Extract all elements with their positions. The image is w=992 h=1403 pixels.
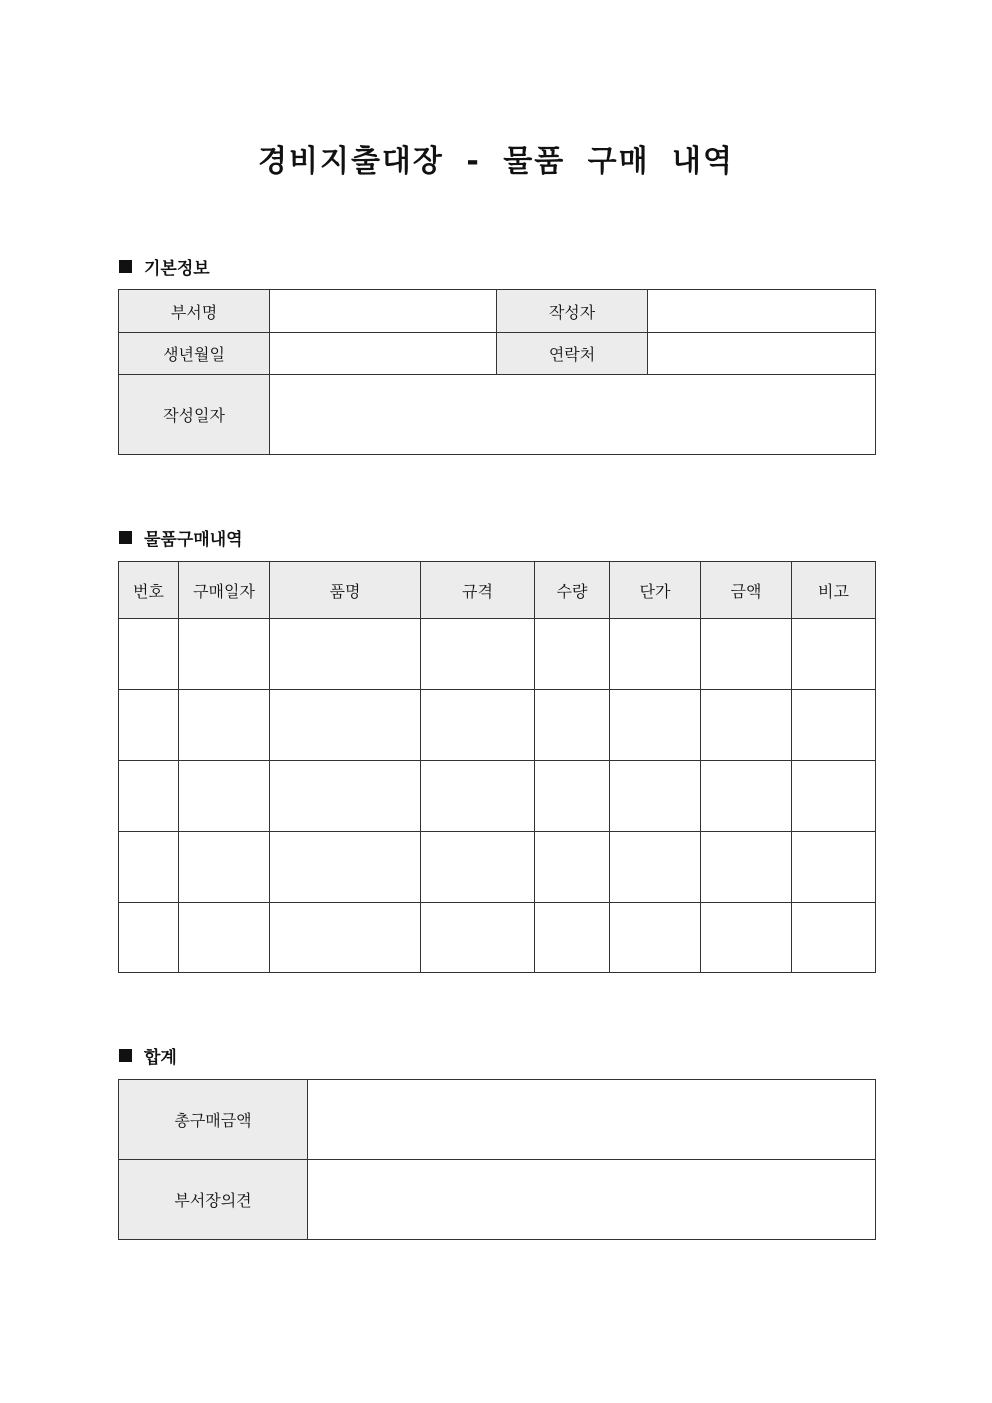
contact-label: 연락처	[497, 333, 648, 375]
table-cell[interactable]	[179, 690, 270, 761]
table-cell[interactable]	[119, 619, 179, 690]
table-cell[interactable]	[535, 832, 610, 903]
table-cell[interactable]	[119, 832, 179, 903]
column-header-item-name: 품명	[270, 562, 421, 619]
column-header-note: 비고	[792, 562, 876, 619]
write-date-label: 작성일자	[119, 375, 270, 455]
column-header-amount: 금액	[701, 562, 792, 619]
table-cell[interactable]	[610, 619, 701, 690]
table-row	[119, 619, 876, 690]
table-cell[interactable]	[179, 761, 270, 832]
table-cell[interactable]	[421, 832, 535, 903]
table-cell[interactable]	[792, 690, 876, 761]
table-cell[interactable]	[421, 903, 535, 973]
table-cell[interactable]	[610, 903, 701, 973]
writer-label: 작성자	[497, 290, 648, 333]
table-cell[interactable]	[792, 761, 876, 832]
table-row	[119, 761, 876, 832]
table-cell[interactable]	[535, 761, 610, 832]
table-row	[119, 690, 876, 761]
table-row	[119, 903, 876, 973]
table-cell[interactable]	[701, 832, 792, 903]
column-header-purchase-date: 구매일자	[179, 562, 270, 619]
table-cell[interactable]	[119, 761, 179, 832]
table-cell[interactable]	[610, 761, 701, 832]
totals-heading-text: 합계	[144, 1048, 177, 1068]
total-amount-label: 총구매금액	[119, 1080, 308, 1160]
table-cell[interactable]	[421, 761, 535, 832]
table-cell[interactable]	[119, 690, 179, 761]
square-bullet-icon	[119, 531, 132, 544]
purchases-heading-text: 물품구매내역	[144, 530, 243, 550]
table-cell[interactable]	[270, 619, 421, 690]
purchases-header-row	[119, 562, 876, 619]
table-cell[interactable]	[610, 832, 701, 903]
basic-info-heading	[119, 254, 210, 279]
purchases-heading	[119, 525, 243, 550]
column-header-number: 번호	[119, 562, 179, 619]
birthdate-label: 생년월일	[119, 333, 270, 375]
manager-opinion-label: 부서장의견	[119, 1160, 308, 1240]
table-cell[interactable]	[179, 903, 270, 973]
table-cell[interactable]	[701, 903, 792, 973]
table-cell[interactable]	[701, 619, 792, 690]
table-cell[interactable]	[535, 690, 610, 761]
table-cell[interactable]	[270, 903, 421, 973]
table-cell[interactable]	[610, 690, 701, 761]
write-date-field[interactable]	[270, 375, 876, 455]
department-field[interactable]	[270, 290, 497, 333]
table-cell[interactable]	[535, 903, 610, 973]
writer-field[interactable]	[648, 290, 876, 333]
square-bullet-icon	[119, 260, 132, 273]
table-cell[interactable]	[792, 903, 876, 973]
table-cell[interactable]	[421, 619, 535, 690]
totals-table	[118, 1079, 876, 1240]
table-cell[interactable]	[270, 690, 421, 761]
birthdate-field[interactable]	[270, 333, 497, 375]
column-header-spec: 규격	[421, 562, 535, 619]
table-cell[interactable]	[421, 690, 535, 761]
basic-info-heading-text: 기본정보	[144, 259, 210, 279]
purchases-table	[118, 561, 876, 973]
total-amount-field[interactable]	[308, 1080, 876, 1160]
column-header-unit-price: 단가	[610, 562, 701, 619]
table-cell[interactable]	[792, 832, 876, 903]
table-cell[interactable]	[270, 761, 421, 832]
table-cell[interactable]	[179, 832, 270, 903]
contact-field[interactable]	[648, 333, 876, 375]
table-cell[interactable]	[701, 761, 792, 832]
table-cell[interactable]	[792, 619, 876, 690]
table-cell[interactable]	[701, 690, 792, 761]
table-row	[119, 832, 876, 903]
document-title: 경비지출대장 - 물품 구매 내역	[258, 144, 734, 179]
totals-heading	[119, 1043, 177, 1068]
table-cell[interactable]	[119, 903, 179, 973]
basic-info-table	[118, 289, 876, 455]
table-cell[interactable]	[179, 619, 270, 690]
square-bullet-icon	[119, 1049, 132, 1062]
column-header-quantity: 수량	[535, 562, 610, 619]
table-cell[interactable]	[535, 619, 610, 690]
department-label: 부서명	[119, 290, 270, 333]
table-cell[interactable]	[270, 832, 421, 903]
manager-opinion-field[interactable]	[308, 1160, 876, 1240]
